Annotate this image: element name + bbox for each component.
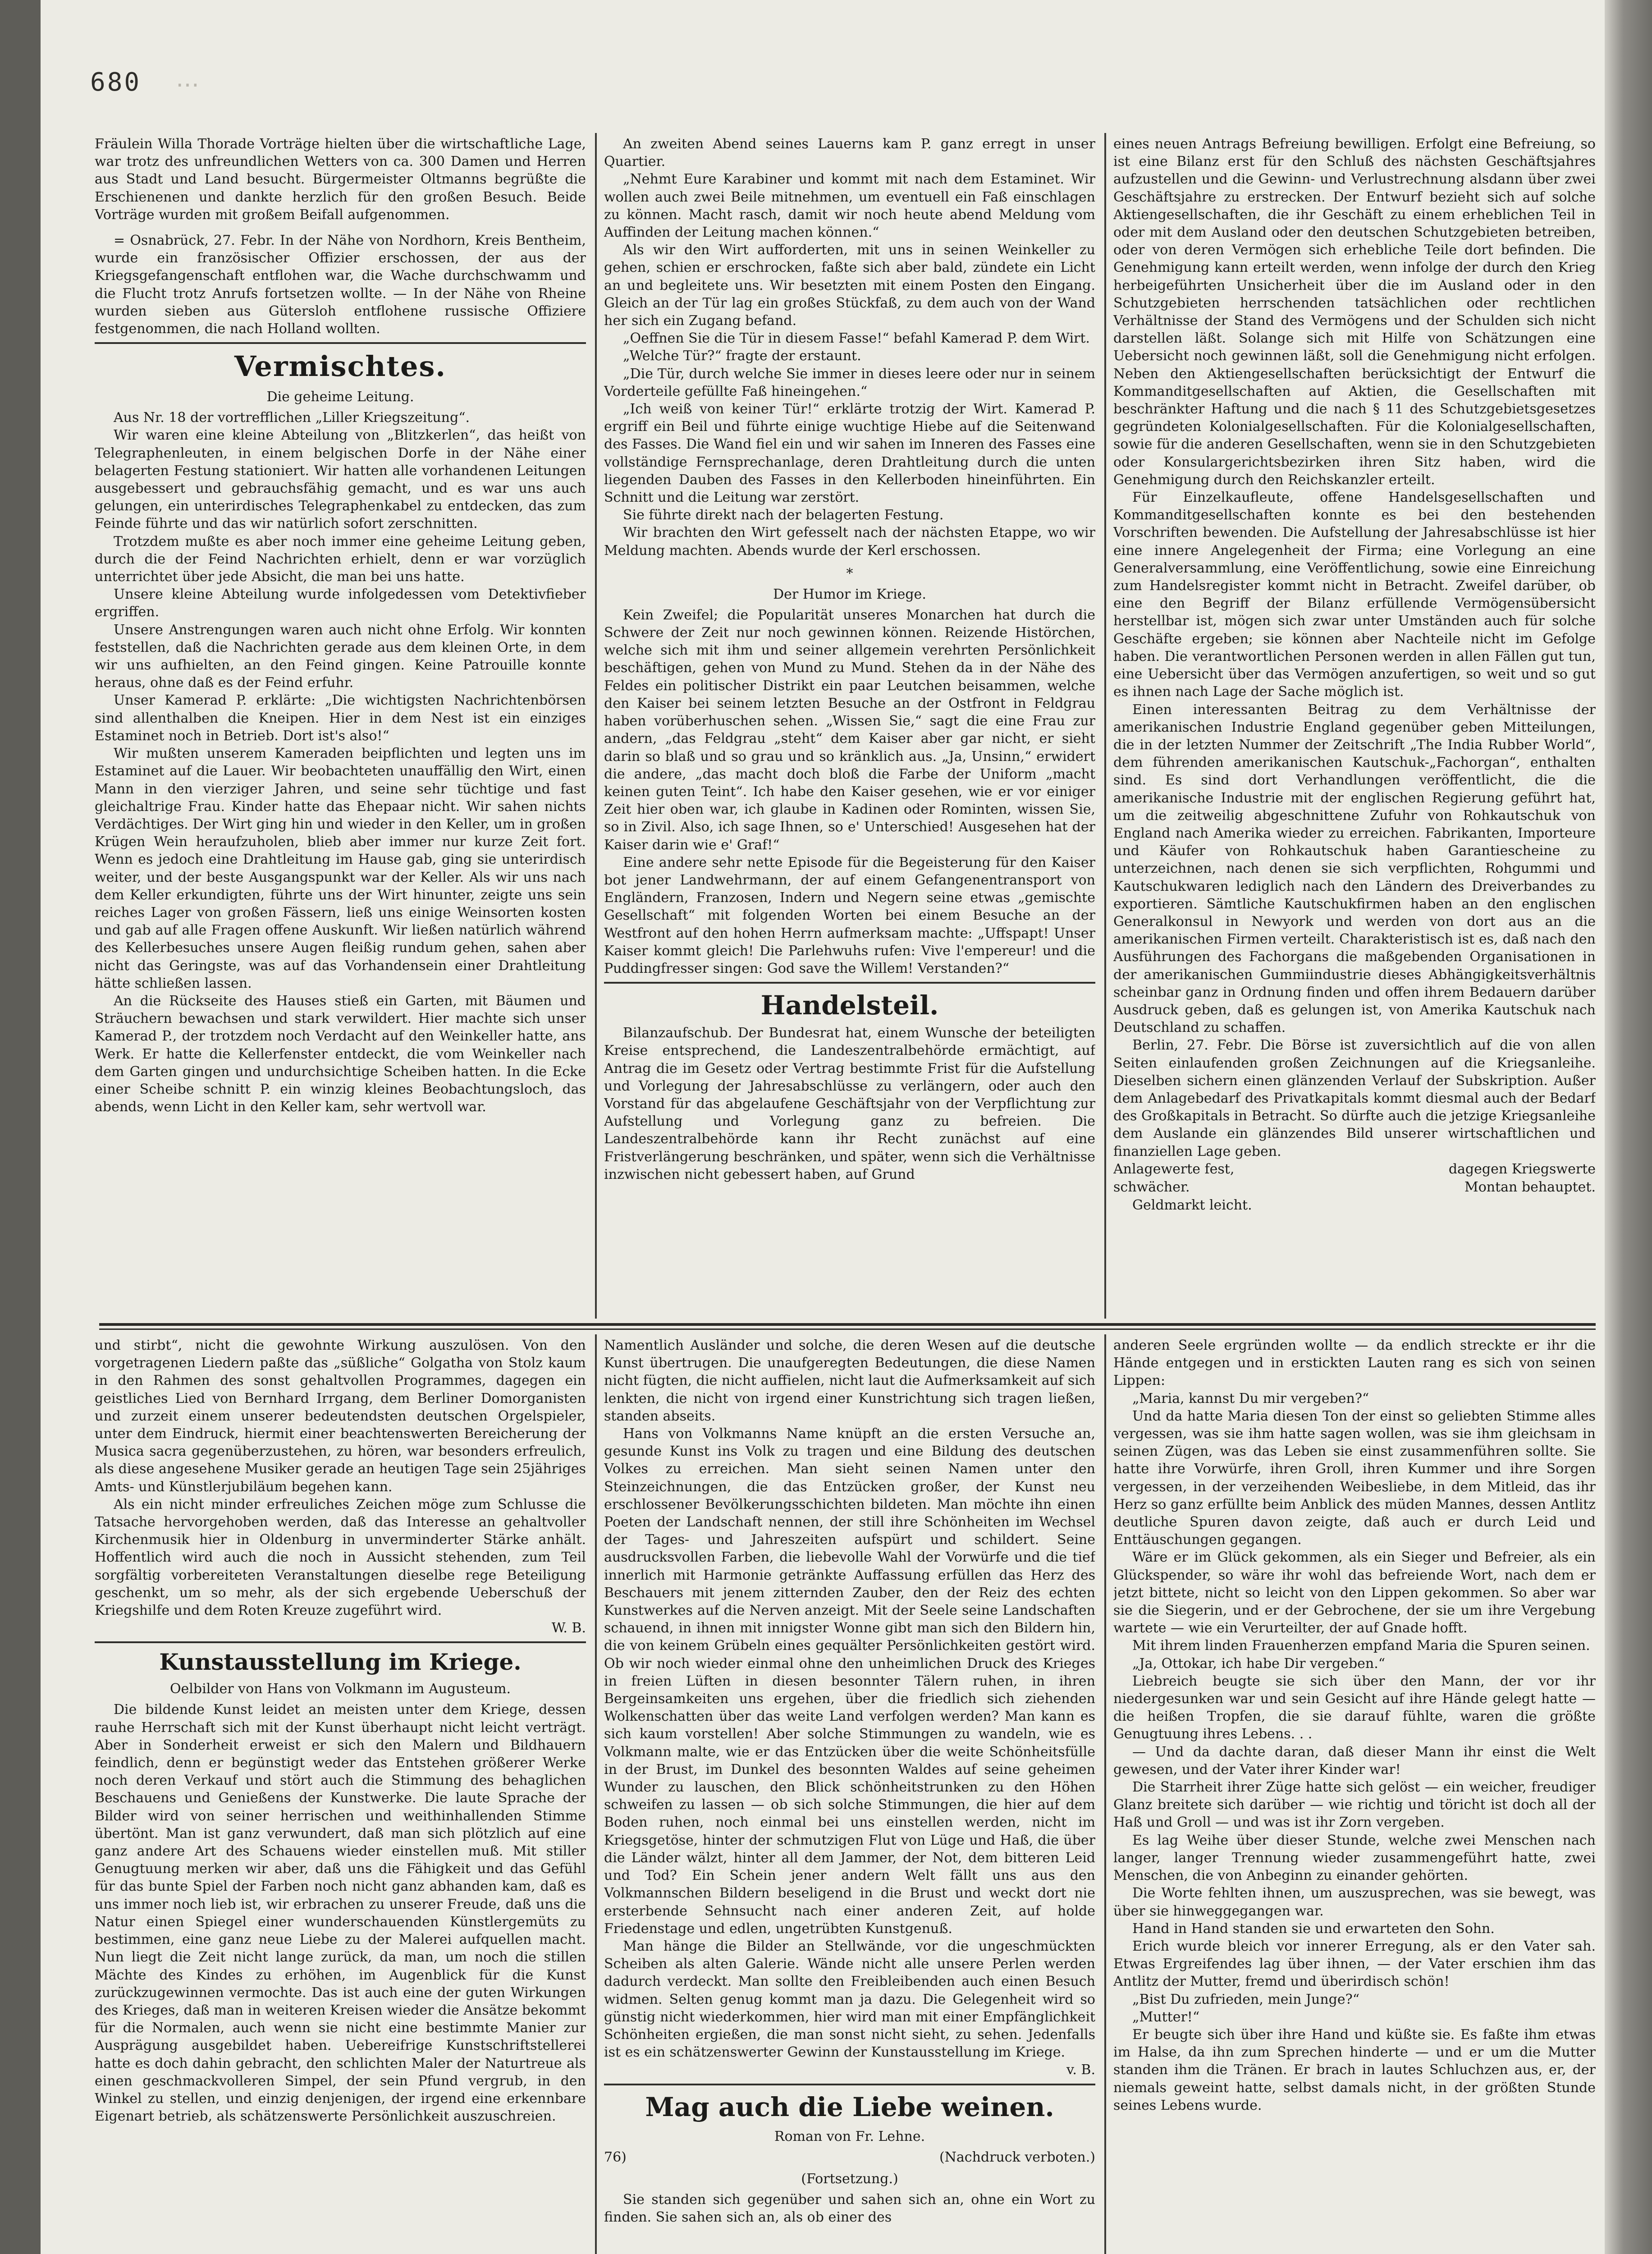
article-title: Der Humor im Kriege. — [773, 586, 926, 602]
article-paragraph: Man hänge die Bilder an Stellwände, vor die ungeschmückten Scheiben als alten Galerie. Wände nicht alle unsere Perlen werden dadurch verdeckt. Man sollte den Freibleibenden auch einen Besuch widmen. Selten genug kommt man ja dazu. Die Gelegenheit wird so günstig nicht wiederkommen, hier wird man mit einer Empfänglichkeit Schönheiten ergießen, die man sonst nicht sieht, zu sehen. Jedenfalls ist es ein schätzenswerter Gewinn der Kunstausstellung im Kriege. — [604, 1938, 1095, 2061]
market-note: dagegen Kriegswerte — [1448, 1161, 1596, 1177]
market-line — [1113, 1160, 1596, 1178]
divider — [604, 2084, 1095, 2085]
column-rule — [595, 1334, 597, 2254]
separator-asterisk: * — [846, 565, 853, 582]
article-paragraph: „Nehmt Eure Karabiner und kommt mit nach dem Estaminet. Wir wollen auch zwei Beile mitnehmen, um eventuell ein Faß einschlagen zu können. Macht rasch, damit wir noch heute abend Meldung vom Auffinden der Leitung machen können.“ — [604, 171, 1095, 241]
top-column-1 — [95, 135, 586, 1316]
scan-edge — [1605, 0, 1652, 2254]
article-paragraph: An die Rückseite des Hauses stieß ein Garten, mit Bäumen und Sträuchern bewachsen und stark verwildert. Hier machte sich unser Kamerad P., der trotzdem noch Verdacht auf den Weinkeller hatte, ans Werk. Er hatte die Kellerfenster entdeckt, die vom Weinkeller nach dem Garten gingen und undurchsichtige Scheiben hatten. In die Ecke einer Scheibe schnitt P. ein winzig kleines Beobachtungsloch, das abends, wenn Licht in den Keller kam, sehr wertvoll war. — [95, 993, 586, 1115]
divider — [95, 342, 586, 344]
continuation-note: (Fortsetzung.) — [801, 2171, 898, 2187]
article-paragraph: Kein Zweifel; die Popularität unseres Monarchen hat durch die Schwere der Zeit nur noch gewinnen können. Reizende Histörchen, welche sich mit ihm und seiner allgemein verehrten Persönlichkeit beschäftigen, gehen von Mund zu Mund. Stehen da in der Nähe des Feldes ein politischer Distrikt ein paar Leutchen beisammen, welche den Kaiser bei seinem letzten Besuche an der Ostfront in Feldgrau haben vorüberhuschen sehen. „Wissen Sie,“ sagt die eine Frau zur andern, „das Feldgrau „steht“ dem Kaiser aber gar nicht, er sieht darin so blaß und so grau und so kränklich aus. „Ja, Unsinn,“ erwidert die andere, „das macht doch bloß die Farbe der Uniform „macht keinen guten Teint“. Ich habe den Kaiser gesehen, wie er vor einiger Zeit hier oben war, ich glaube in Kadinen oder Rominten, wissen Sie, so in Zivil. Also, ich sage Ihnen, so e' Unterschied! Ausgesehen hat der Kaiser darin wie e' Graf!“ — [604, 607, 1095, 853]
bottom-column-3 — [1113, 1337, 1596, 2254]
article-paragraph: „Oeffnen Sie die Tür in diesem Fasse!“ befahl Kamerad P. dem Wirt. — [623, 330, 1090, 347]
article-heading-kunstausstellung: Kunstausstellung im Kriege. — [159, 1649, 522, 1676]
newspaper-page — [41, 0, 1605, 2254]
installment-number: 76) — [604, 2149, 627, 2165]
novel-paragraph: Und da hatte Maria diesen Ton der einst so geliebten Stimme alles vergessen, was sie ihm hatte sagen wollen, was sie ihm gleichsam in seinen Zügen, was das Leben sie einst zusammenführen sollte. Sie hatte ihre Vorwürfe, ihren Groll, ihren Kummer und ihre Sorgen vergessen, in der verzeihenden Weibesliebe, in dem Mitleid, das ihr Herz so ganz erfüllte beim Anblick des müden Mannes, dessen Antlitz deutliche Spuren davon zeigte, daß auch er durch Leid und Enttäuschungen gegangen. — [1113, 1408, 1596, 1548]
news-osnabrueck: = Osnabrück, 27. Febr. In der Nähe von Nordhorn, Kreis Bentheim, wurde ein französischer Offizier erschossen, der aus der Kriegsgefangenschaft entflohen war, die Wache durchschwamm und die Flucht trotz Anrufs fortsetzen wollte. — In der Nähe von Rheine wurden sieben aus Gütersloh entflohene russische Offiziere festgenommen, die nach Holland wollten. — [95, 233, 586, 337]
author-signature: W. B. — [551, 1620, 586, 1636]
novel-paragraph: „Maria, kannst Du mir vergeben?“ — [1132, 1390, 1369, 1406]
bottom-column-2 — [604, 1337, 1095, 2254]
novel-paragraph: — Und da dachte daran, daß dieser Mann ihr einst die Welt gewesen, und der Vater ihrer Kinder war! — [1113, 1744, 1596, 1778]
article-paragraph: An zweiten Abend seines Lauerns kam P. ganz erregt in unser Quartier. — [604, 136, 1095, 170]
article-paragraph: und stirbt“, nicht die gewohnte Wirkung auszulösen. Von den vorgetragenen Liedern paßte das „süßliche“ Golgatha von Stolz kaum in den Rahmen des sonst gehaltvollen Programmes, dagegen ein geistliches Lied von Bernhard Irrgang, dem Berliner Domorganisten und zurzeit einem unserer bedeutendsten deutschen Orgelspieler, unter dem Eindruck, hiermit einer beachtenswerten Bereicherung der Musica sacra gegenüberzustehen, zu hören, war besonders erfreulich, als diese angesehene Musiker gerade an heutigen Tage sein 25jähriges Amts- und Künstlerjubiläum begehen kann. — [95, 1338, 586, 1495]
section-heading-vermischtes: Vermischtes. — [234, 350, 446, 383]
article-paragraph: Bilanzaufschub. Der Bundesrat hat, einem Wunsche der beteiligten Kreise entsprechend, die Landeszentralbehörde ermächtigt, auf Antrag die im Gesetz oder Vertrag bestimmte Frist für die Aufstellung und Vorlegung der Jahresabschlüsse zu verlängern, oder auch den Vorstand für das abgelaufene Geschäftsjahr von der Verpflichtung zur Aufstellung und Vorlegung ganz zu befreien. Die Landeszentralbehörde kann ihr Recht zunächst auf eine Fristverlängerung beschränken, und später, wenn sich die Verhältnisse inzwischen nicht gebessert haben, auf Grund — [604, 1025, 1095, 1182]
divider — [95, 1641, 586, 1643]
novel-title: Mag auch die Liebe weinen. — [645, 2091, 1054, 2122]
novel-paragraph: Es lag Weihe über dieser Stunde, welche zwei Menschen nach langer, langer Trennung wieder zusammengeführt hatte, zwei Menschen, die von Anbeginn zu einander gehörten. — [1113, 1832, 1596, 1884]
top-column-2 — [604, 135, 1095, 1316]
author-signature: v. B. — [1066, 2062, 1095, 2078]
market-line — [1113, 1178, 1596, 1196]
novel-author: Roman von Fr. Lehne. — [774, 2128, 925, 2144]
article-paragraph: „Die Tür, durch welche Sie immer in dieses leere oder nur in seinem Vorderteile gefüllte Faß hineingehen.“ — [604, 366, 1095, 399]
article-paragraph: Berlin, 27. Febr. Die Börse ist zuversichtlich auf die von allen Seiten einlaufenden großen Zeichnungen auf die Kriegsanleihe. Dieselben sichern einen glänzenden Verlauf der Subskription. Außer dem Anlagebedarf des Privatkapitals kommt diesmal auch der Bedarf des Großkapitals in Betracht. So dürfte auch die jetzige Kriegsanleihe dem Auslande ein glänzendes Bild unserer wirtschaftlichen und finanziellen Lage geben. — [1113, 1037, 1596, 1159]
article-paragraph: Aus Nr. 18 der vortrefflichen „Liller Kriegszeitung“. — [114, 410, 470, 426]
section-heading-handelsteil: Handelsteil. — [760, 990, 939, 1021]
top-column-3 — [1113, 135, 1596, 1316]
column-rule — [1104, 133, 1106, 1319]
article-paragraph: „Welche Tür?“ fragte der erstaunt. — [623, 348, 861, 364]
article-paragraph: Hans von Volkmanns Name knüpft an die ersten Versuche an, gesunde Kunst ins Volk zu tragen und eine Bildung des deutschen Volkes zu erreichen. Man sieht seinen Namen unter den Steinzeichnungen, die das Entzücken großer, der Kunst neu erschlossener Bevölkerungsschichten bildeten. Man möchte ihn einen Poeten der Landschaft nennen, der still ihre Schönheiten im Wechsel der Tages- und Jahreszeiten aufspürt und schildert. Seine ausdrucksvollen Farben, die liebevolle Wahl der Vorwürfe und die tief innerlich mit Harmonie getränkte Auffassung erfüllen das Herz des Beschauers mit jenem zitternden Zauber, den der Reiz des echten Kunstwerkes auf die Nerven anzeigt. Mit der Seele seine Landschaften schauend, in ihnen mit innigster Wonne gibt man sich den Bildern hin, die von keinem Grübeln eines gequälter Persönlichkeiten gestört wird. Ob wir noch wieder einmal ohne den unheimlichen Druck des Krieges in freien Lüften in diesen besonnter Tälern ruhen, in ihren Bergeinsamkeiten uns ergehen, über die friedlich sich ziehenden Wolkenschatten über das weite Land verfolgen werden? Man kann es sich kaum vorstellen! Aber solche Stimmungen zu wandeln, wie es Volkmann malte, wie er das Entzücken über die weite Schönheitsfülle in der Brust, im Dunkel des besonnten Waldes auf seine geheimen Wunder zu lauschen, den Blick schönheitstrunken zu den Höhen schweifen zu lassen — ob sich solche Stimmungen, die hier auf dem Boden ruhen, noch einmal bei uns einstellen werden, nicht im Kriegsgetöse, hinter der schmutzigen Flut von Lüge und Haß, die über die Länder wälzt, hinter all dem Jammer, der Not, dem bitteren Leid und Tod? Ein Schein jener andern Welt fällt uns aus den Volkmannschen Bildern beseligend in die Brust und weckt dort nie ersterbende Sehnsucht nach einer anderen Zeit, auf holde Friedenstage und edlen, ungetrübten Kunstgenuß. — [604, 1426, 1095, 1937]
article-paragraph: Als wir den Wirt aufforderten, mit uns in seinen Weinkeller zu gehen, schien er erschrocken, faßte sich aber bald, zündete ein Licht an und begleitete uns. Wir besetzten mit einem Posten den Eingang. Gleich an der Tür lag ein großes Stückfaß, zu dem auch von der Wand her sich ein Zugang befand. — [604, 242, 1095, 329]
article-paragraph: Trotzdem mußte es aber noch immer eine geheime Leitung geben, durch die der Feind Nachrichten erhielt, denn er war vorzüglich unterrichtet über jede Absicht, die man bei uns hatte. — [95, 533, 586, 585]
article-paragraph: Sie standen sich gegenüber und sahen sich an, ohne ein Wort zu finden. Sie sahen sich an, als ob einer des — [604, 2191, 1095, 2225]
market-note: Montan behauptet. — [1464, 1179, 1596, 1195]
faint-stamp: … — [176, 65, 202, 92]
article-paragraph: Die bildende Kunst leidet an meisten unter dem Kriege, dessen rauhe Herrschaft sich mit der Kunst überhaupt nicht leicht verträgt. Aber in Sonderheit erweist er sich den Malern und Bildhauern feindlich, denn er begünstigt weder das Entstehen größerer Werke noch deren Verkauf und stört auch die Stimmung des behaglichen Beschauens und Genießens der Kunstwerke. Die laute Sprache der Bilder wird von seiner herrischen und weithinhallenden Stimme übertönt. Man ist ganz verwundert, daß man sich plötzlich auf eine ganz andere Art des Schauens wieder einstellen muß. Mit stiller Genugtuung merken wir aber, daß uns die Fähigkeit und das Gefühl für das bunte Spiel der Farben noch nicht ganz abhanden kam, daß es uns immer noch lieb ist, wir erbrachen zu unserer Freude, daß uns die Natur einen Spiegel einer wunderschauenden Künstlergemüts zu bestimmen, eine ganz neue Liebe zu der Malerei aufquellen macht. Nun liegt die Zeit nicht lange zurück, da man, um noch die stillen Mächte des Kindes zu erhöhen, im Augenblick für die Kunst zurückzugewinnen vermochte. Das ist auch eine der guten Wirkungen des Krieges, daß man in weiteren Kreisen wieder die Ansätze bekommt für die Normalen, auch wenn sie nicht eine bestimmte Manier zur Ausprägung ausgebildet haben. Uebereifrige Kunstschriftstellerei hatte es doch dahin gebracht, den schlichten Maler der Naturtreue als einen geschmackvolleren Simpel, der sein Pfund vergrub, in den Winkel zu stellen, und einzig denjenigen, der irgend eine erkennbare Eigenart betrieb, als schätzenswerte Persönlichkeit auszuschreien. — [95, 1702, 586, 2125]
novel-paragraph: Hand in Hand standen sie und erwarteten den Sohn. — [1132, 1920, 1495, 1937]
section-divider — [99, 1323, 1596, 1326]
novel-paragraph: Die Worte fehlten ihnen, um auszusprechen, was sie bewegt, was über sie hinweggegangen war. — [1113, 1885, 1596, 1919]
novel-paragraph: Er beugte sich über ihre Hand und küßte sie. Es faßte ihm etwas im Halse, da ihn zum Sprechen hinderte — und er um die Mutter standen ihm die Tränen. Er brach in lautes Schluchzen aus, er, der niemals geweint hatte, selbst damals nicht, in der größten Stunde seines Lebens wurde. — [1113, 2026, 1596, 2113]
novel-paragraph: Mit ihrem linden Frauenherzen empfand Maria die Spuren seinen. — [1132, 1638, 1590, 1654]
divider — [604, 982, 1095, 984]
page-number: 680 — [90, 68, 142, 97]
article-paragraph: Namentlich Ausländer und solche, die deren Wesen auf die deutsche Kunst übertrugen. Die unaufgeregten Bedeutungen, die diese Namen nicht fügten, die nicht auffielen, nicht laut die Aufmerksamkeit auf sich lenkten, die nicht von irgend einer Kunstrichtung sich tragen ließen, standen abseits. — [604, 1338, 1095, 1424]
novel-paragraph: „Mutter!“ — [1132, 2009, 1200, 2025]
market-note: Geldmarkt leicht. — [1132, 1197, 1252, 1213]
market-note: Anlagewerte fest, — [1113, 1161, 1235, 1177]
novel-paragraph: Liebreich beugte sie sich über den Mann, der vor ihr niedergesunken war und sein Gesicht auf ihre Hände gelegt hatte — die heißen Tropfen, die sie darauf fühlte, waren die größte Genugtuung ihres Lebens. . . — [1113, 1673, 1596, 1742]
article-paragraph: Unser Kamerad P. erklärte: „Die wichtigsten Nachrichtenbörsen sind allenthalben die Kneipen. Hier in dem Nest ist ein einziges Estaminet noch in Betrieb. Dort ist's also!“ — [95, 692, 586, 744]
column-rule — [595, 133, 597, 1319]
bottom-column-1 — [95, 1337, 586, 2254]
column-rule — [1104, 1334, 1106, 2254]
article-paragraph: Einen interessanten Beitrag zu dem Verhältnisse der amerikanischen Industrie England gegenüber geben Mitteilungen, die in der letzten Nummer der Zeitschrift „The India Rubber World“, dem führenden amerikanischen Kautschuk-„Fachorgan“, enthalten sind. Es sind dort Verhandlungen veröffentlicht, die die amerikanische Industrie mit der englischen Regierung geführt hat, um die zeitweilig abgeschnittene Zufuhr von Rohkautschuk von England nach Amerika wieder zu erreichen. Fabrikanten, Importeure und Käufer von Rohkautschuk haben Garantiescheine zu unterzeichnen, nach denen sie sich verpflichten, Rohgummi und Kautschukwaren lediglich nach den Ländern des Dreiverbandes zu exportieren. Sämtliche Kautschukfirmen haben an den englischen Generalkonsul in Newyork und werden von dort aus an die amerikanischen Firmen verteilt. Charakteristisch ist es, daß nach den Ausführungen des Fachorgans die maßgebenden Organisationen in der amerikanischen Gummiindustrie dieses Abhängigkeitsverhältnis scheinbar ganz in Ordnung finden und offen ihrem Bedauern darüber Ausdruck geben, daß es gelungen ist, von Amerika Kautschuk nach Deutschland zu schaffen. — [1113, 701, 1596, 1036]
article-paragraph: „Ich weiß von keiner Tür!“ erklärte trotzig der Wirt. Kamerad P. ergriff ein Beil und führte einige wuchtige Hiebe auf die Seitenwand des Fasses. Die Wand fiel ein und wir sahen im Inneren des Fasses eine vollständige Fernsprechanlage, deren Drahtleitung durch die unten liegenden Dauben des Fasses in den Kellerboden hineinführten. Ein Schnitt und die Leitung war zerstört. — [604, 401, 1095, 506]
section-divider — [99, 1329, 1596, 1330]
article-subtitle: Oelbilder von Hans von Volkmann im Augusteum. — [169, 1681, 511, 1697]
article-paragraph: eines neuen Antrags Befreiung bewilligen. Erfolgt eine Befreiung, so ist eine Bilanz erst für den Schluß des nächsten Geschäftsjahres aufzustellen und die Gewinn- und Verlustrechnung alsdann über zwei Geschäftsjahre zu erstrecken. Der Entwurf bezieht sich auf solche Aktiengesellschaften, die ihr Geschäft zu einem erheblichen Teil in oder mit dem Ausland oder den deutschen Schutzgebieten betreiben, oder von deren Vermögen sich erhebliche Teile dort befinden. Die Genehmigung kann erteilt werden, wenn infolge der durch den Krieg herbeigeführten Unsicherheit über die im Ausland oder in den Schutzgebieten herrschenden tatsächlichen oder rechtlichen Verhältnisse der Stand des Vermögens und der Schulden sich nicht darstellen läßt. Solange sich mit Hilfe von Schätzungen eine Uebersicht noch gewinnen läßt, soll die Genehmigung nicht erfolgen. Neben den Aktiengesellschaften berücksichtigt der Entwurf die Kommanditgesellschaften auf Aktien, die Gesellschaften mit beschränkter Haftung und die nach § 11 des Schutzgebietsgesetzes gegründeten Kolonialgesellschaften. Für die Kolonialgesellschaften, sowie für die anderen Gesellschaften, wenn sie in den Schutzgebieten oder Konsulargerichtsbezirken ihren Sitz haben, wird die Genehmigung durch den Reichskanzler erteilt. — [1113, 136, 1596, 488]
market-note: schwächer. — [1113, 1179, 1190, 1195]
article-paragraph: Unsere kleine Abteilung wurde infolgedessen vom Detektivfieber ergriffen. — [95, 586, 586, 620]
article-paragraph: Unsere Anstrengungen waren auch nicht ohne Erfolg. Wir konnten feststellen, daß die Nachrichten gerade aus dem kleinen Orte, in dem wir uns aufhielten, an den Feind gingen. Keine Patrouille konnte heraus, ohne daß es der Feind erfuhr. — [95, 622, 586, 691]
article-paragraph: Sie führte direkt nach der belagerten Festung. — [623, 507, 944, 523]
novel-paragraph: Wäre er im Glück gekommen, als ein Sieger und Befreier, als ein Glückspender, so wäre ihr wohl das befreiende Wort, nach dem er jetzt bittete, nicht so leicht von den Lippen gekommen. So aber war sie die Siegerin, und er der Gebrochene, der sie um ihre Vergebung wartete — wie ein Verurteilter, der auf Gnade hofft. — [1113, 1549, 1596, 1636]
article-paragraph: Fräulein Willa Thorade Vorträge hielten über die wirtschaftliche Lage, war trotz des unfreundlichen Wetters von ca. 300 Damen und Herren aus Stadt und Land besucht. Bürgermeister Oltmanns begrüßte die Erschienenen und dankte herzlich für den großen Besuch. Beide Vorträge wurden mit großem Beifall aufgenommen. — [95, 136, 586, 223]
article-paragraph: Wir mußten unserem Kameraden beipflichten und legten uns im Estaminet auf die Lauer. Wir beobachteten unauffällig den Wirt, einen Mann in den vierziger Jahren, und seine sehr tüchtige und fast gleichaltrige Frau. Kinder hatte das Ehepaar nicht. Wir sahen nichts Verdächtiges. Der Wirt ging hin und wieder in den Keller, um in großen Krügen Wein heraufzuholen, blieb aber immer nur kurze Zeit fort. Wenn es jedoch eine Drahtleitung im Hause gab, ging sie unterirdisch weiter, und der beste Ausgangspunkt war der Keller. Als wir uns nach dem Keller erkundigten, führte uns der Wirt hinunter, zeigte uns sein reiches Lager von großen Fässern, ließ uns einige Weinsorten kosten und gab auf alle Fragen offene Auskunft. Wir ließen natürlich während des Kellerbesuches unsere Augen fleißig rundum gehen, sahen aber nicht das Geringste, was auf das Vorhandensein einer Drahtleitung hätte schließen lassen. — [95, 746, 586, 991]
article-paragraph: Als ein nicht minder erfreuliches Zeichen möge zum Schlusse die Tatsache hervorgehoben werden, daß das Interesse an gehaltvoller Kirchenmusik hier in Oldenburg in unverminderter Stärke anhält. Hoffentlich wird auch die noch in Aussicht stehenden, zum Teil sorgfältig vorbereiteten Veranstaltungen dieselbe rege Beteiligung geschenkt, um so mehr, als der sich ergebende Ueberschuß der Kriegshilfe und dem Roten Kreuze zugeführt wird. — [95, 1496, 586, 1619]
article-paragraph: Für Einzelkaufleute, offene Handelsgesellschaften und Kommanditgesellschaften konnte es bei den bestehenden Vorschriften bewenden. Die Aufstellung der Jahresabschlüsse ist hier eine innere Angelegenheit der Firma; eine Vorlegung an eine Generalversammlung, eine Veröffentlichung, sowie eine Einreichung zum Handelsregister kommt nicht in Betracht. Zweifel darüber, ob eine den Begriff der Bilanz erfüllende Vermögensübersicht herstellbar ist, mögen sich zwar unter Umständen auch für solche Geschäfte ergeben; sie können aber Nachteile nicht im Gefolge haben. Die verantwortlichen Personen werden in allen Fällen gut tun, eine Uebersicht über das Vermögen anzufertigen, so weit und so gut es ihnen nach Lage der Sache möglich ist. — [1113, 490, 1596, 700]
reprint-notice: (Nachdruck verboten.) — [939, 2149, 1095, 2165]
installment-line — [604, 2149, 1095, 2167]
novel-paragraph: „Ja, Ottokar, ich habe Dir vergeben.“ — [1132, 1655, 1386, 1672]
article-paragraph: Wir waren eine kleine Abteilung von „Blitzkerlen“, das heißt von Telegraphenleuten, in einem belgischen Dorfe in der Nähe einer belagerten Festung stationiert. Wir hatten alle vorhandenen Leitungen ausgebessert und gebrauchsfähig gemacht, und es war uns auch gelungen, ein unterirdisches Telegraphenkabel zu entdecken, das zum Feinde führte und das wir natürlich sofort zerschnitten. — [95, 427, 586, 532]
novel-paragraph: anderen Seele ergründen wollte — da endlich streckte er ihr die Hände entgegen und in erstickten Lauten rang es sich von seinen Lippen: — [1113, 1338, 1596, 1389]
novel-paragraph: Erich wurde bleich vor innerer Erregung, als er den Vater sah. Etwas Ergreifendes lag über ihnen, — der Vater erschien ihm das Antlitz der Mutter, fremd und überirdisch schön! — [1113, 1938, 1596, 1990]
novel-paragraph: „Bist Du zufrieden, mein Junge?“ — [1132, 1991, 1360, 2007]
novel-paragraph: Die Starrheit ihrer Züge hatte sich gelöst — ein weicher, freudiger Glanz breitete sich darüber — wie richtig und töricht ist doch all der Haß und Groll — und was ist ihr Zorn vergeben. — [1113, 1779, 1596, 1831]
article-paragraph: Eine andere sehr nette Episode für die Begeisterung für den Kaiser bot jener Landwehrmann, der auf einem Gefangenentransport von Engländern, Franzosen, Indern und Negern seine etwas „gemischte Gesellschaft“ mit folgenden Worten bei einem Besuche an der Westfront auf den hohen Herrn aufmerksam machte: „Uffspapt! Unser Kaiser kommt gleich! Die Parlehwuhs rufen: Vive l'empereur! und die Puddingfresser singen: God save the Willem! Verstanden?“ — [604, 854, 1095, 976]
article-paragraph: Wir brachten den Wirt gefesselt nach der nächsten Etappe, wo wir Meldung machten. Abends wurde der Kerl erschossen. — [604, 525, 1095, 559]
article-title: Die geheime Leitung. — [266, 389, 414, 405]
